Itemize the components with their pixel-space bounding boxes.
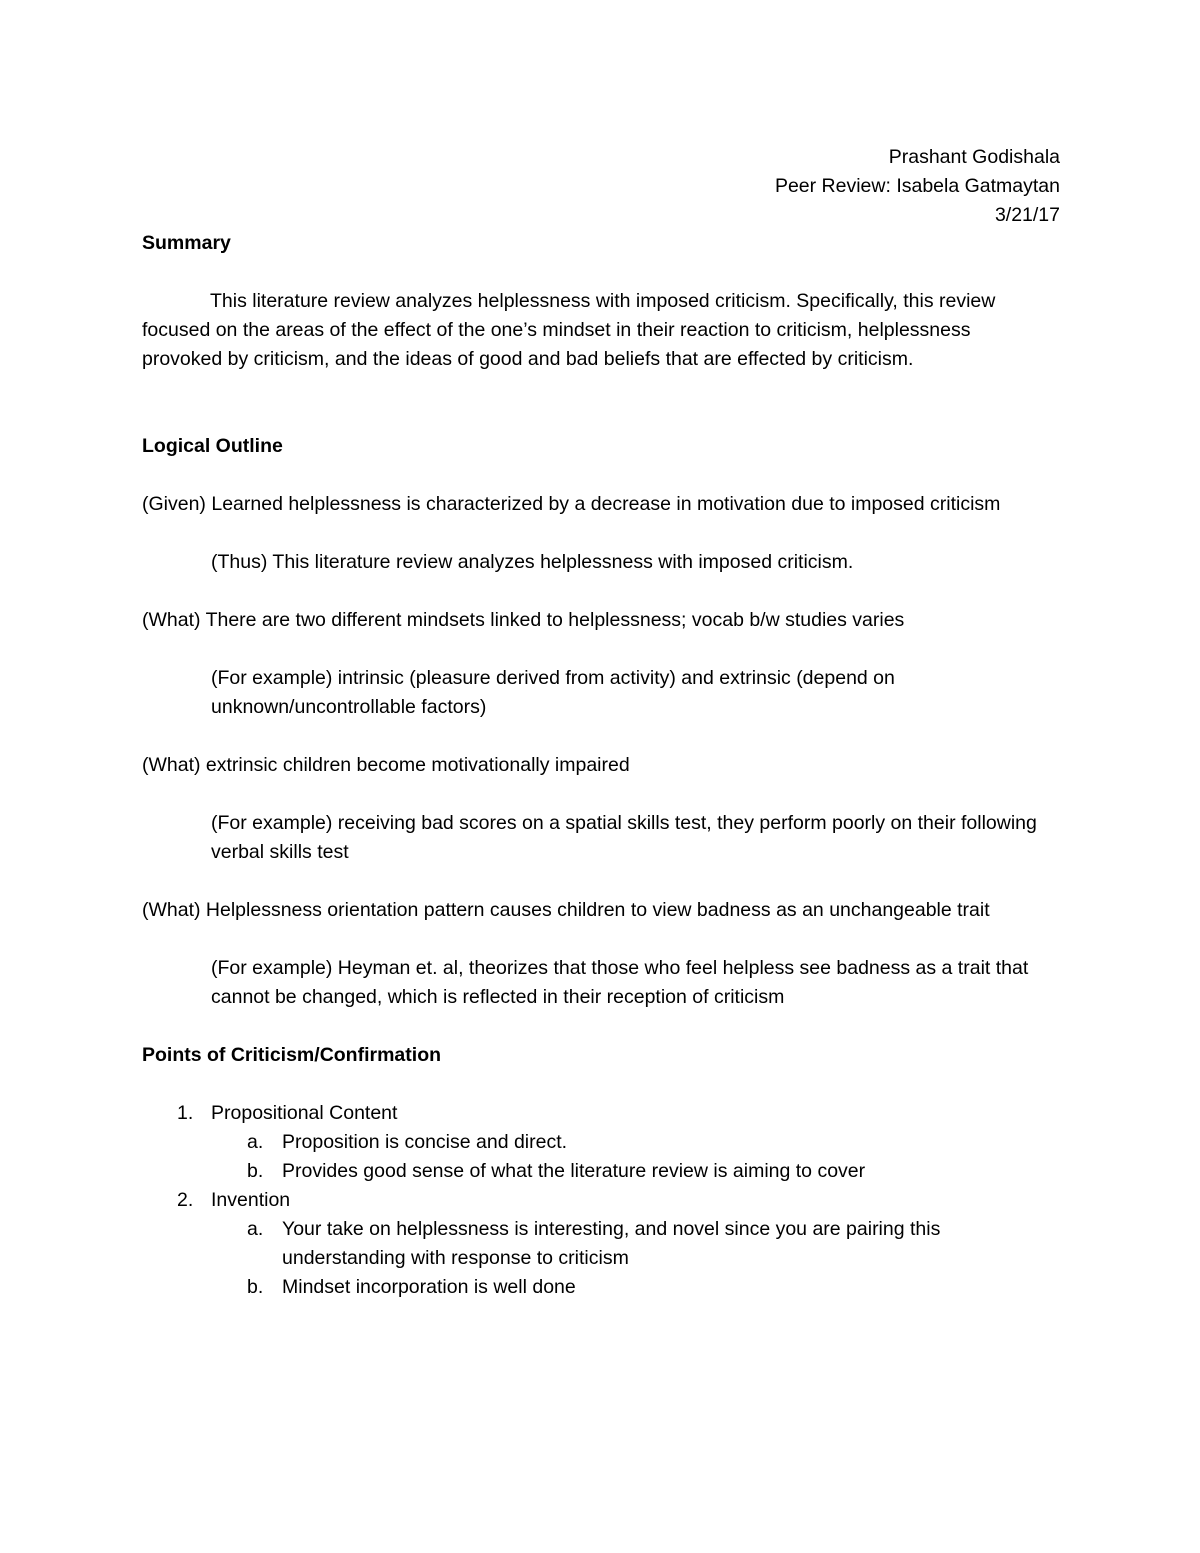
list-letter: b. (247, 1276, 264, 1298)
header-block (775, 143, 1060, 230)
sub-list (211, 1215, 1042, 1302)
author-name: Prashant Godishala (888, 146, 1060, 168)
list-item-text: Provides good sense of what the literature review is aiming to cover (282, 1160, 866, 1182)
document-body (142, 229, 1042, 1302)
outline-example-1: (For example) intrinsic (pleasure derived from activity) and extrinsic (depend on unknown/uncontrollable factors) (211, 667, 895, 718)
list-letter: a. (247, 1131, 264, 1153)
list-item-text: Proposition is concise and direct. (282, 1131, 568, 1153)
outline-example-2: (For example) receiving bad scores on a spatial skills test, they perform poorly on their following verbal skills test (211, 812, 1037, 863)
list-item-label: Invention (211, 1189, 291, 1211)
list-letter: b. (247, 1160, 264, 1182)
list-item (211, 1128, 1042, 1157)
date-line: 3/21/17 (994, 204, 1060, 226)
list-item-text: Your take on helplessness is interesting, and novel since you are pairing this understanding with response to criticism (282, 1218, 941, 1269)
list-number: 1. (177, 1102, 194, 1124)
outline-what-2: (What) extrinsic children become motivationally impaired (142, 754, 630, 776)
outline-what-1: (What) There are two different mindsets linked to helplessness; vocab b/w studies varies (142, 609, 905, 631)
list-item (211, 1215, 1042, 1273)
summary-heading: Summary (142, 232, 231, 254)
summary-paragraph: This literature review analyzes helplessness with imposed criticism. Specifically, this review focused on the areas of the effect of the one’s mindset in their reaction to criticism, helplessness provoked by criticism, and the ideas of good and bad beliefs that are effected by criticism. (142, 290, 996, 370)
list-item-label: Propositional Content (211, 1102, 398, 1124)
outline-what-3: (What) Helplessness orientation pattern causes children to view badness as an unchangeable trait (142, 899, 990, 921)
outline-example-3: (For example) Heyman et. al, theorizes that those who feel helpless see badness as a trait that cannot be changed, which is reflected in their reception of criticism (211, 957, 1029, 1008)
sub-list (211, 1128, 1042, 1186)
list-item (142, 1186, 1042, 1302)
list-number: 2. (177, 1189, 194, 1211)
list-item (142, 1099, 1042, 1186)
outline-given: (Given) Learned helplessness is characterized by a decrease in motivation due to imposed criticism (142, 493, 1001, 515)
criticism-heading: Points of Criticism/Confirmation (142, 1044, 442, 1066)
peer-review-line: Peer Review: Isabela Gatmaytan (774, 175, 1060, 197)
list-item-text: Mindset incorporation is well done (282, 1276, 576, 1298)
list-item (211, 1273, 1042, 1302)
logical-outline-heading: Logical Outline (142, 435, 283, 457)
criticism-list (142, 1099, 1042, 1302)
outline-thus: (Thus) This literature review analyzes helplessness with imposed criticism. (211, 551, 854, 573)
list-item (211, 1157, 1042, 1186)
list-letter: a. (247, 1218, 264, 1240)
